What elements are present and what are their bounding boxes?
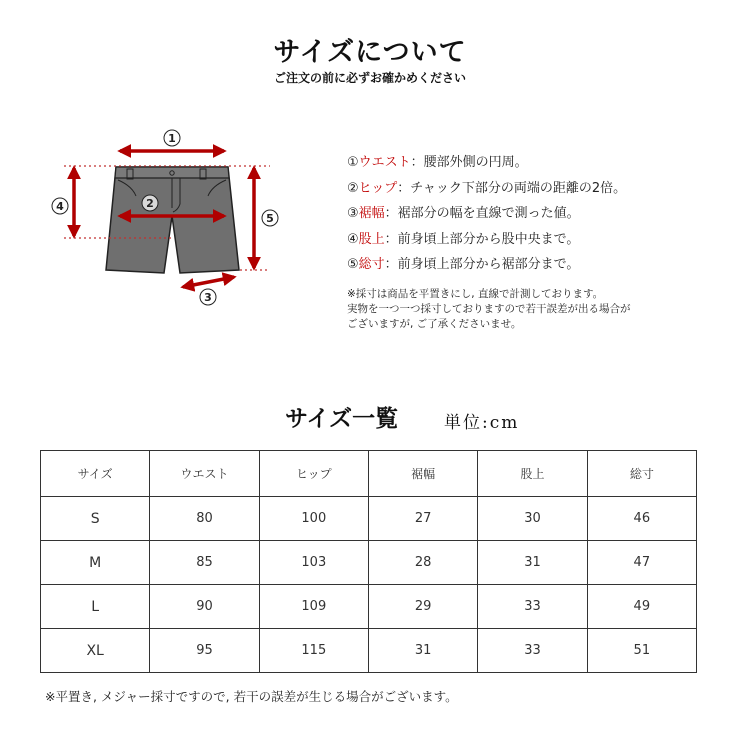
marker-total-length — [262, 210, 278, 226]
table-header-cell: ウエスト — [150, 451, 259, 497]
note-line: ※採寸は商品を平置きにし, 直線で計測しております。 — [347, 288, 604, 300]
table-cell: 90 — [150, 585, 259, 629]
table-cell: 31 — [478, 541, 587, 585]
table-cell: 85 — [150, 541, 259, 585]
table-header-cell: 裾幅 — [368, 451, 477, 497]
table-cell: 29 — [368, 585, 477, 629]
legend-description: ：腰部外側の円周。 — [410, 155, 528, 170]
legend-term: 裾幅 — [358, 206, 385, 221]
hem-width-arrow — [183, 277, 234, 287]
unit-label: 単位:cm — [444, 413, 520, 433]
note-line: 実物を一つ一つ採寸しておりますので若干誤差が出る場合が — [347, 303, 631, 315]
legend-term: 股上 — [358, 231, 385, 247]
table-cell: 33 — [478, 629, 587, 673]
legend-item-total-length — [347, 252, 626, 278]
table-row — [41, 497, 697, 541]
table-row — [41, 541, 697, 585]
table-cell: 30 — [478, 497, 587, 541]
table-cell: 31 — [368, 629, 477, 673]
legend-item-waist — [347, 150, 626, 176]
size-list-heading: サイズ一覧 — [285, 406, 399, 432]
page-title: サイズについて — [273, 37, 467, 68]
table-header-cell: ヒップ — [259, 451, 368, 497]
svg-text:4: 4 — [56, 200, 64, 213]
svg-text:1: 1 — [168, 132, 176, 145]
table-cell: 103 — [259, 541, 368, 585]
legend-term: ヒップ — [358, 180, 398, 196]
marker-waist — [164, 130, 180, 146]
note-line: ございますが, ご了承くださいませ。 — [347, 318, 522, 330]
footer-note: ※平置き, メジャー採寸ですので, 若干の誤差が生じる場合がございます。 — [45, 689, 458, 704]
table-cell-size: M — [41, 541, 150, 585]
measurement-note — [347, 287, 631, 332]
shorts-measurement-diagram — [40, 120, 300, 320]
table-cell-size: S — [41, 497, 150, 541]
table-cell: 95 — [150, 629, 259, 673]
svg-text:2: 2 — [146, 197, 154, 210]
legend-item-hip — [347, 176, 626, 202]
table-cell: 100 — [259, 497, 368, 541]
legend-description: ：チャック下部分の両端の距離の2倍。 — [397, 180, 627, 196]
legend-item-rise — [347, 227, 626, 253]
table-cell: 49 — [587, 585, 696, 629]
table-cell: 109 — [259, 585, 368, 629]
table-cell: 47 — [587, 541, 696, 585]
svg-text:5: 5 — [266, 212, 274, 225]
table-row — [41, 585, 697, 629]
marker-hip — [142, 195, 158, 211]
marker-hem — [200, 289, 216, 305]
table-cell: 33 — [478, 585, 587, 629]
table-cell: 51 — [587, 629, 696, 673]
legend-item-hem-width — [347, 201, 626, 227]
table-row — [41, 629, 697, 673]
table-cell: 115 — [259, 629, 368, 673]
legend-term: ウエスト — [358, 155, 411, 170]
legend-term: 総寸 — [358, 257, 385, 272]
table-header-row — [41, 451, 697, 497]
legend-description: ：前身頃上部分から裾部分まで。 — [384, 257, 580, 272]
table-cell-size: XL — [41, 629, 150, 673]
legend-marker: ⑤ — [347, 257, 359, 272]
table-cell: 80 — [150, 497, 259, 541]
table-header-cell: 股上 — [478, 451, 587, 497]
page-subtitle: ご注文の前に必ずお確かめください — [273, 71, 466, 85]
legend-marker: ① — [347, 155, 359, 170]
table-cell: 27 — [368, 497, 477, 541]
marker-rise — [52, 198, 68, 214]
size-table — [40, 450, 697, 673]
table-header-cell: サイズ — [41, 451, 150, 497]
legend-marker: ② — [347, 180, 359, 196]
measurement-legend — [347, 150, 626, 278]
legend-description: ：前身頃上部分から股中央まで。 — [384, 231, 580, 247]
legend-marker: ④ — [347, 231, 359, 247]
legend-description: ：裾部分の幅を直線で測った値。 — [384, 206, 580, 221]
table-header-cell: 総寸 — [587, 451, 696, 497]
table-cell: 28 — [368, 541, 477, 585]
shorts-illustration — [106, 167, 239, 273]
table-cell-size: L — [41, 585, 150, 629]
legend-marker: ③ — [347, 206, 359, 221]
table-cell: 46 — [587, 497, 696, 541]
svg-text:3: 3 — [204, 291, 212, 304]
